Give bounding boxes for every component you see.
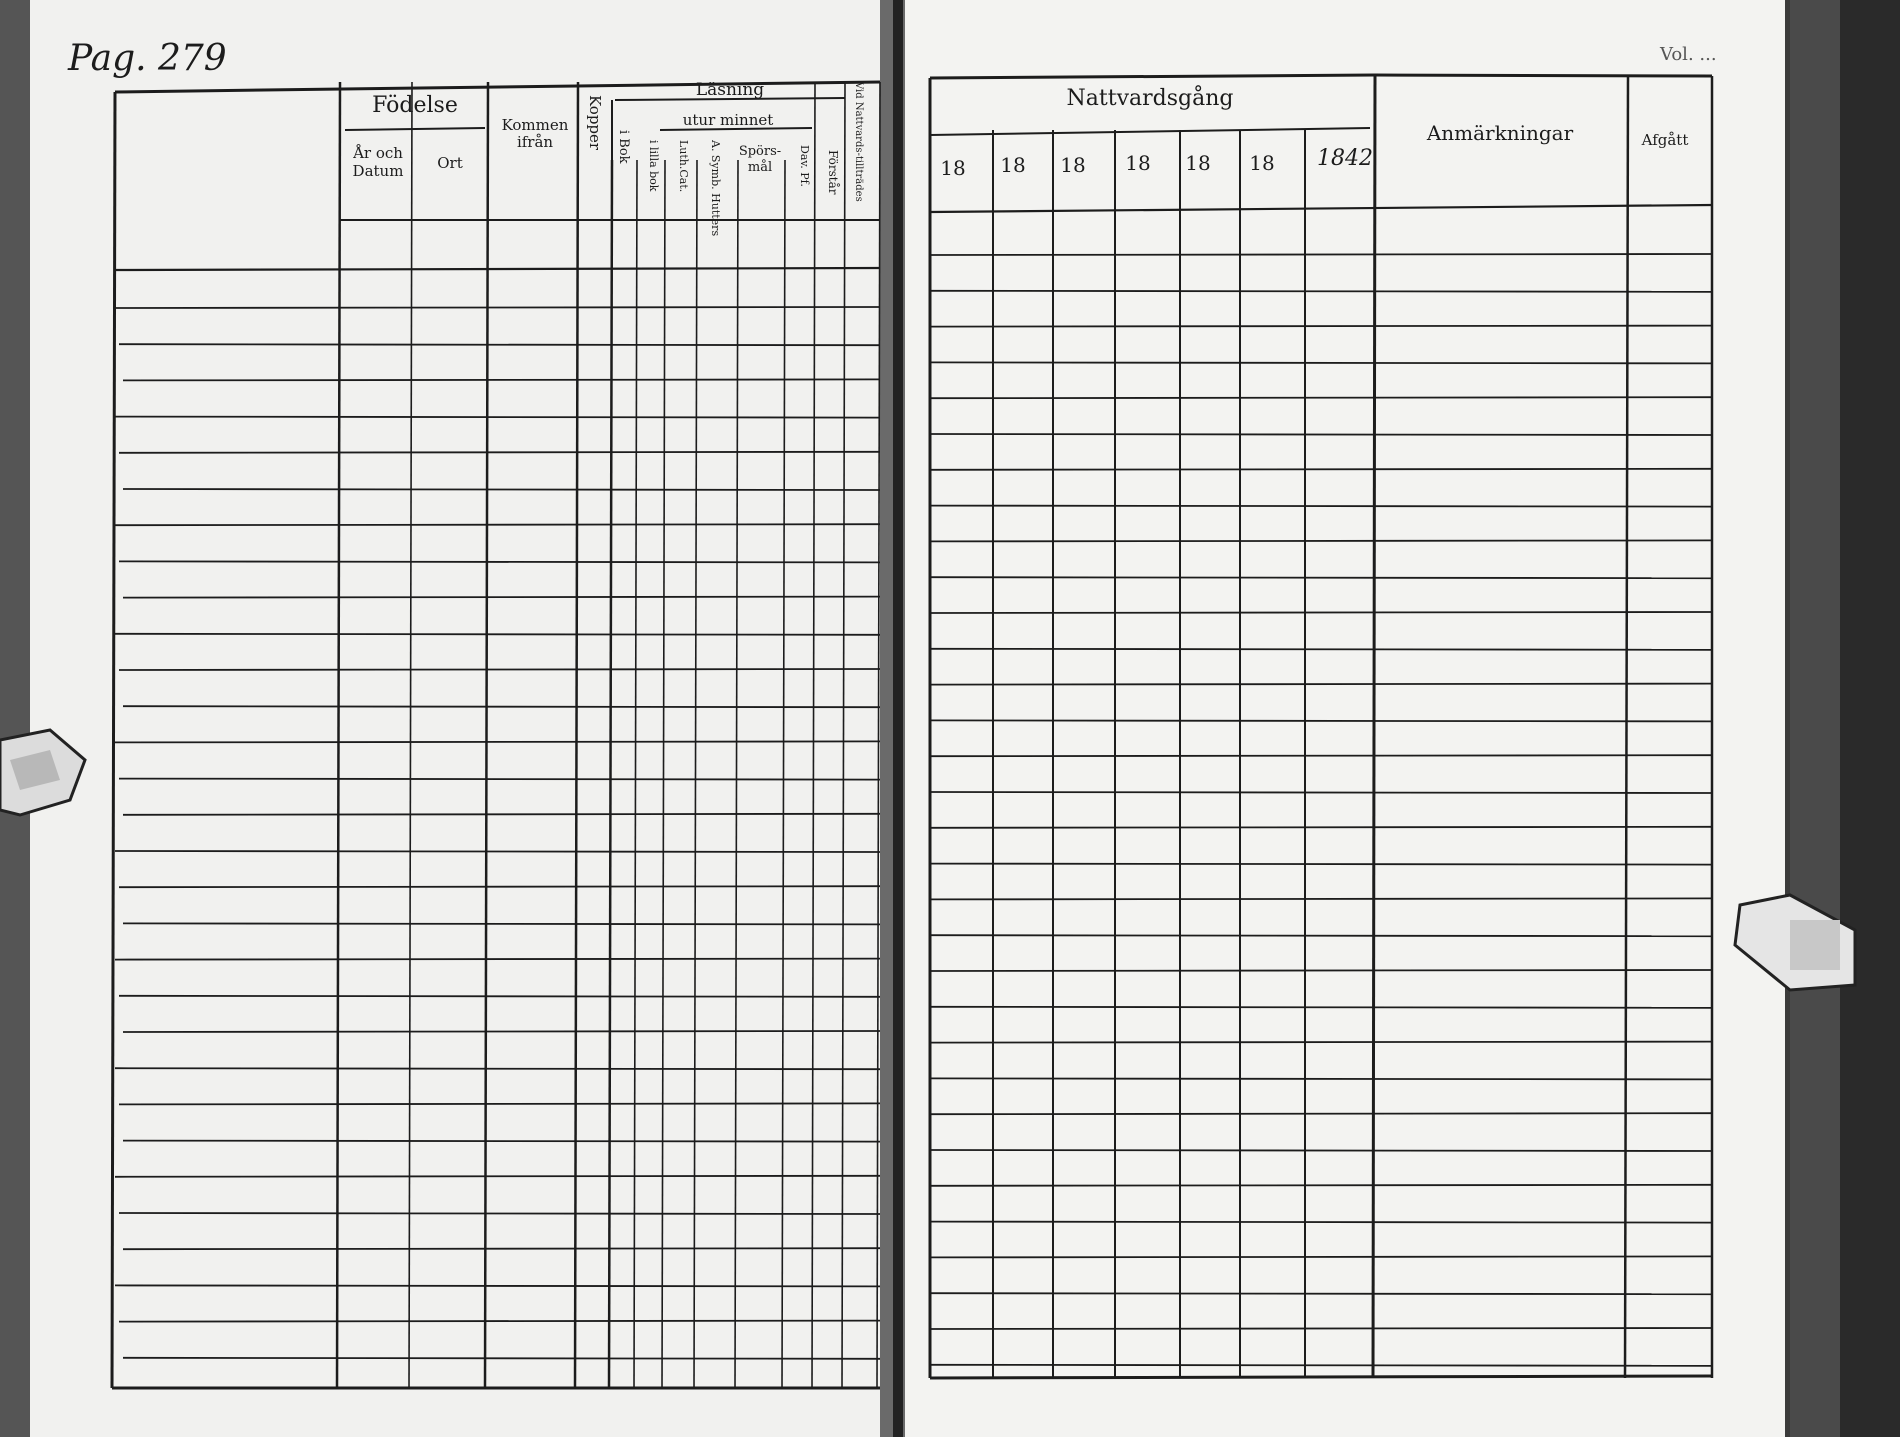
- left-row-rule: [119, 1321, 880, 1322]
- left-row-rule: [115, 1285, 880, 1286]
- year-col-5: 18: [1185, 151, 1211, 175]
- header-mal: mål: [747, 160, 773, 175]
- right-row-rule: [930, 970, 1712, 971]
- header-lilla-bok: i lilla bok: [647, 140, 660, 192]
- header-a-symb: A. Symb. Hutters: [709, 140, 722, 237]
- right-row-rule: [930, 684, 1712, 685]
- header-i-bok: i Bok: [616, 130, 631, 164]
- right-row-rule: [930, 1078, 1712, 1079]
- right-row-rule: [930, 1150, 1712, 1151]
- right-row-rule: [930, 506, 1712, 507]
- left-row-rule: [123, 1141, 880, 1142]
- right-row-rule: [930, 755, 1712, 756]
- header-kommen: Kommen: [501, 116, 569, 134]
- left-row-rule: [115, 417, 880, 418]
- header-forstar: Förstår: [826, 150, 840, 195]
- right-row-rule: [930, 326, 1712, 327]
- header-datum: Datum: [352, 162, 404, 180]
- header-fodelse: Födelse: [372, 93, 458, 118]
- header-anmarkningar: Anmärkningar: [1426, 121, 1574, 145]
- year-col-2: 18: [1000, 153, 1026, 177]
- header-ar-och: År och: [353, 144, 403, 162]
- right-top-rule-b: [1375, 75, 1712, 76]
- year-col-3: 18: [1060, 153, 1086, 177]
- left-row-rule: [119, 452, 880, 453]
- header-luth-cat: Luth.Cat.: [677, 140, 690, 193]
- page-number: Pag. 279: [68, 38, 227, 79]
- right-row-rule: [930, 649, 1712, 650]
- left-row-rule: [115, 741, 880, 742]
- right-row-rule: [930, 898, 1712, 899]
- header-ifran: ifrån: [516, 133, 554, 151]
- left-row-rule: [119, 561, 880, 562]
- left-row-rule: [123, 379, 880, 380]
- left-row-rule: [123, 1031, 880, 1032]
- left-row-rule: [115, 1068, 880, 1069]
- right-book-edge-dark: [1840, 0, 1900, 1437]
- right-row-rule: [930, 254, 1712, 255]
- year-col-6: 18: [1249, 151, 1275, 175]
- right-bottom-rule: [930, 1376, 1712, 1378]
- left-row-rule: [119, 669, 880, 670]
- right-row-rule: [930, 827, 1712, 828]
- right-row-rule: [930, 469, 1712, 470]
- left-row-rule: [123, 489, 880, 490]
- right-row-rule: [930, 935, 1712, 936]
- left-row-rule: [115, 959, 880, 960]
- right-row-rule: [930, 1365, 1712, 1366]
- header-dav-ps: Dav. Pf.: [798, 145, 811, 187]
- right-row-rule: [930, 577, 1712, 578]
- year-col-4: 18: [1125, 151, 1151, 175]
- header-utur-minnet: utur minnet: [682, 111, 774, 129]
- left-row-rule: [123, 1248, 880, 1249]
- header-afgatt: Afgått: [1641, 131, 1689, 149]
- left-row-rule: [123, 814, 880, 815]
- year-col-1: 18: [940, 156, 966, 180]
- spine-center: [893, 0, 903, 1437]
- left-row-rule: [123, 923, 880, 924]
- right-row-rule: [930, 291, 1712, 292]
- left-row-rule: [123, 1358, 880, 1359]
- right-row-rule: [930, 612, 1712, 613]
- header-nattvardsgang: Nattvardsgång: [1066, 86, 1234, 111]
- right-row-rule: [930, 1256, 1712, 1257]
- header-lasning: Läsning: [695, 80, 765, 100]
- left-row-rule: [115, 851, 880, 852]
- left-row-rule: [119, 779, 880, 780]
- right-row-rule: [930, 1185, 1712, 1186]
- header-ort: Ort: [437, 154, 463, 172]
- right-row-rule: [930, 434, 1712, 435]
- left-row-rule: [119, 344, 880, 345]
- right-row-rule: [930, 1042, 1712, 1043]
- right-row-rule: [930, 720, 1712, 721]
- left-row-rule: [119, 1103, 880, 1104]
- left-row-rule: [115, 524, 880, 525]
- left-row-rule: [123, 706, 880, 707]
- header-kopper: Kopper: [586, 95, 604, 151]
- left-row-rule: [119, 1213, 880, 1214]
- right-row-rule: [930, 792, 1712, 793]
- left-row-rule: [115, 1176, 880, 1177]
- right-anm-divider: [1373, 75, 1375, 1378]
- right-row-rule: [930, 397, 1712, 398]
- right-row-rule: [930, 362, 1712, 363]
- corner-mark: Vol. ...: [1660, 44, 1717, 65]
- left-row-rule: [119, 996, 880, 997]
- header-vid-nattvard: Vid Nattvards-tillträdes: [853, 82, 864, 202]
- left-row-rule: [119, 886, 880, 887]
- year-col-7: 1842: [1317, 146, 1373, 171]
- left-row-rule: [123, 597, 880, 598]
- header-spors: Spörs-: [738, 144, 782, 159]
- right-row-rule: [930, 1113, 1712, 1114]
- right-row-rule: [930, 1328, 1712, 1329]
- right-row-rule: [930, 864, 1712, 865]
- right-row-rule: [930, 1007, 1712, 1008]
- right-row-rule: [930, 540, 1712, 541]
- right-row-rule: [930, 1222, 1712, 1223]
- left-page: [30, 0, 900, 1437]
- left-row-rule: [115, 307, 880, 308]
- right-row-rule: [930, 1293, 1712, 1294]
- left-row-rule: [115, 634, 880, 635]
